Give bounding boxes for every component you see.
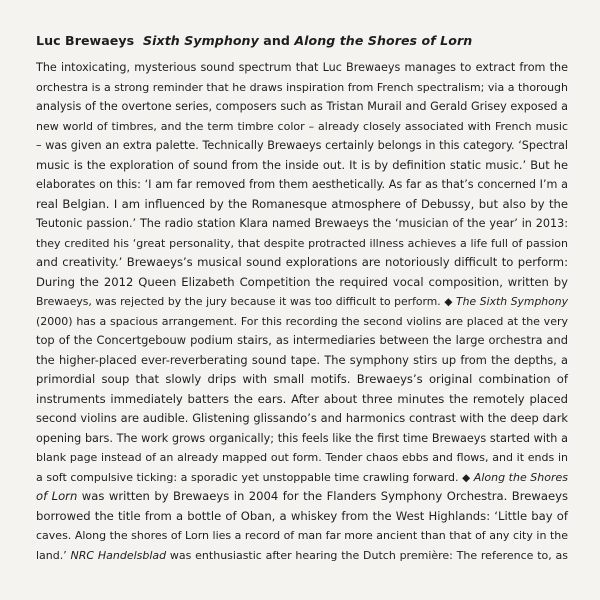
work-title-sixth-symphony: Sixth Symphony — [143, 33, 259, 48]
newspaper-name: NRC Handelsblad — [70, 548, 167, 562]
text-line: Teutonic passion.’ The radio station Klara named Brewaeys the ‘musician of the year’ in 2013: — [36, 217, 568, 230]
text-line: During the 2012 Queen Elizabeth Competition the required vocal composition, written by — [36, 274, 568, 289]
text-line: caves. Along the shores of Lorn lies a record of man far more ancient than that of any city in the — [36, 529, 568, 542]
body-text — [36, 58, 568, 565]
text-line: of Lorn was written by Brewaeys in 2004 for the Flanders Symphony Orchestra. Brewaeys — [36, 489, 569, 503]
page-title — [36, 33, 472, 48]
text-line: (2000) has a spacious arrangement. For this recording the second violins are placed at the very — [36, 314, 568, 328]
work-title-along-the-shores: Along the Shores of Lorn — [294, 33, 473, 48]
text-line: new world of timbres, and the term timbre color – already closely associated with French music — [36, 119, 568, 133]
section-separator-icon: ◆ — [462, 471, 471, 484]
text-line: – was given an extra palette. Technically Brewaeys certainly belongs in this category. ‘Spectral — [36, 139, 568, 152]
text-line: analysis of the overtone series, composers such as Tristan Murail and Gerald Grisey exposed a — [36, 100, 568, 113]
text-line: they credited his ‘great personality, that despite protracted illness achieves a life full of passion — [36, 236, 568, 250]
section-separator-icon: ◆ — [444, 296, 453, 308]
text-line: instruments immediately batters the ears. After about three minutes the remotely placed — [36, 391, 568, 406]
text-line: The intoxicating, mysterious sound spectrum that Luc Brewaeys manages to extract from the — [36, 61, 568, 74]
text-line: primordial soup that slowly drips with small motifs. Brewaeys’s original combination of — [36, 372, 568, 386]
work-title-inline: The Sixth Symphony — [456, 295, 568, 308]
text-line: second violins are audible. Glistening glissando’s and harmonics contrast with the deep dark — [36, 411, 568, 425]
text-line: a soft compulsive ticking: a sporadic yet unstoppable time crawling forward. ◆ Along the Shores — [36, 468, 568, 488]
work-title-inline: of Lorn — [36, 489, 78, 503]
text-line: the higher-placed ever-reverberating sound tape. The symphony stirs up from the depths, a — [36, 352, 568, 367]
text-line: borrowed the title from a bottle of Oban, a whiskey from the West Highlands: ‘Little bay of — [36, 508, 568, 523]
composer-name: Luc Brewaeys — [36, 33, 135, 48]
text-line: and creativity.’ Brewaeys’s musical sound explorations are notoriously difficult to perform: — [36, 255, 568, 269]
text-line: elaborates on this: ‘I am far removed from them aesthetically. As far as that’s concerned I’m a — [36, 178, 568, 191]
text-line: opening bars. The work grows organically; this feels like the first time Brewaeys started with a — [36, 431, 568, 445]
text-line: blank page instead of an already mapped out form. Tender chaos ebbs and flows, and it ends in — [36, 451, 568, 464]
text-line: top of the Concertgebouw podium stairs, as intermediaries between the large orchestra and — [36, 333, 568, 347]
text-line: Brewaeys, was rejected by the jury because it was too difficult to perform. ◆ The Sixth Symphony — [36, 292, 568, 312]
text-line: orchestra is a strong reminder that he draws inspiration from French spectralism; via a thorough — [36, 80, 568, 94]
work-title-inline: Along the Shores — [473, 470, 569, 484]
title-connector: and — [263, 33, 290, 48]
text-line: land.’ NRC Handelsblad was enthusiastic after hearing the Dutch première: The reference to, as — [36, 548, 568, 562]
text-line: real Belgian. I am influenced by the Romanesque atmosphere of Debussy, but also by the — [36, 196, 568, 211]
text-line: music is the exploration of sound from the inside out. It is by definition static music.’ But he — [36, 157, 568, 172]
